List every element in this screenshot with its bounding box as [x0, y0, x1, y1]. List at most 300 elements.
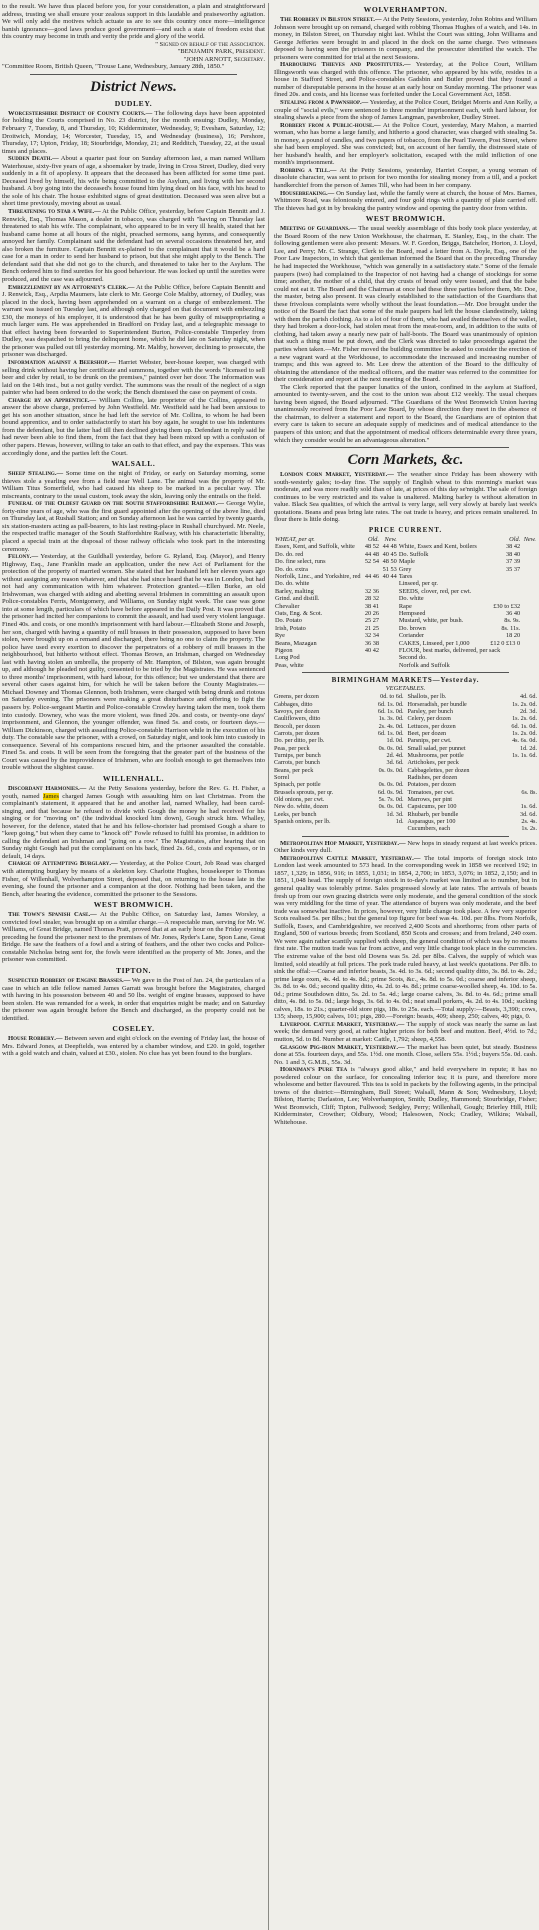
vegetable-row — [408, 745, 538, 752]
vegetable-row — [274, 693, 404, 700]
price-header-cell: New. — [523, 535, 536, 543]
price-header-cell: Old. — [509, 535, 521, 543]
paragraph-text: The weather since Friday has been showery with south-westerly gales; to-day fine. The supply of English wheat to this morning's market was moderate, and was more readily sold than of late, at prices of this day se'nnight. The sale of foreign continues to be very restricted and its value is unaltered. Malting barley is without alteration in value. Black Sea qualities, of which the arrival is very large, sell very slowly at barely last week's quotations. Beans and peas bring late rates. The oat trade is heavy, and prices remain unaltered. In flour there is little doing. — [274, 471, 538, 524]
vegetable-row — [274, 730, 404, 737]
price-header-cell: New. — [384, 535, 397, 543]
price-cell: 40 44 — [382, 572, 397, 580]
price-cell: Maple — [398, 558, 415, 566]
cattle-markets-section — [274, 840, 537, 1066]
paragraph-lead: Meeting of Guardians.— — [280, 225, 357, 233]
price-cell — [380, 603, 398, 610]
price-cell: Barley, malting — [275, 587, 314, 595]
price-cell: £30 to £32 — [493, 602, 521, 610]
vegetable-price: 1s. 1s. 6d. — [512, 751, 537, 759]
vegetable-row — [408, 789, 538, 796]
dudley-section — [2, 110, 265, 457]
tea-advertisement — [274, 1066, 537, 1126]
price-row — [274, 625, 537, 632]
vegetable-row — [408, 781, 538, 788]
news-paragraph — [2, 208, 265, 283]
vegetables-subtitle: VEGETABLES. — [385, 685, 426, 693]
vegetable-row — [274, 774, 404, 781]
paragraph-lead: House Robbery.— — [8, 1035, 63, 1043]
news-paragraph — [274, 99, 537, 122]
price-cell — [380, 617, 398, 624]
news-paragraph — [2, 553, 265, 772]
price-cell: Oats, Eng. & Scot. — [275, 609, 323, 617]
price-cell — [521, 632, 537, 639]
paragraph-lead: Funeral of the Oldest Guard on the South Staffordshire Railway.— — [8, 500, 224, 508]
news-paragraph — [274, 167, 537, 190]
price-row — [274, 595, 537, 602]
vegetable-name: Capsicums, per 100 — [407, 803, 457, 811]
walsall-section — [2, 470, 265, 772]
price-cell — [521, 588, 537, 595]
price-cell — [380, 580, 398, 587]
paragraph-text: At the Public Office, on Saturday last, James Worsley, a convicted fowl stealer, was brought up on a similar charge.—A respectable man, serving for Mr. W. Williams, of Great Bridge, named Thomas Pratt, proved that at an early hour on the Friday evening preceding he found the prisoner next to the premises of Mr. Jones, Ryder's Lane, Spon Lane, Great Bridge. He saw the feathers of a fowl and a string of feathers, and the other two cocks and Police-constable Nicholas being sent for, the fowls were identified as the property of Mr. Jones, and the prisoner was committed. — [2, 911, 265, 964]
price-cell: 38 42 — [506, 543, 521, 551]
price-row — [274, 573, 537, 580]
paragraph-lead: Glasgow Pig-iron Market, Yesterday.— — [280, 1043, 405, 1051]
price-cell: Norfolk and Suffolk — [398, 661, 450, 669]
price-cell: FLOUR, best marks, delivered, per sack — [398, 647, 501, 654]
vegetable-price: 1s. 2s. 0d. — [512, 729, 537, 737]
vegetable-name: Rhubarb, per bundle — [407, 810, 459, 818]
price-cell: 8s. 9s. — [504, 617, 521, 625]
walsall-heading: WALSALL. — [111, 459, 156, 469]
vegetable-price: 1s. 2s. 6d. — [512, 715, 537, 723]
vegetable-name: Beet, per dozen — [407, 729, 447, 737]
price-cell — [521, 647, 537, 654]
vegetable-price: 6d. 0s. 9d. — [377, 788, 404, 796]
price-cell: Linseed, per qr. — [398, 580, 438, 588]
paragraph-text: New hops in steady request at last week's prices. Other kinds very dull. — [274, 839, 537, 855]
vegetable-row — [274, 723, 404, 730]
price-cell: 20 26 — [364, 609, 379, 617]
paragraph-lead: Threatening to Stab a Wife.— — [8, 208, 101, 216]
vegetable-list-left — [274, 693, 404, 833]
paragraph-text: Between seven and eight o'clock on the evening of Friday last, the house of Mrs. Edward Jones, at Deepfields, was entered by a chamber window, and £20. in gold, together with a gold watch and chain, valued at £30., stolen. No clue has yet been found to the burglars. — [2, 1035, 265, 1058]
vegetable-price: 2d. 3d. — [519, 707, 537, 715]
vegetable-price: 1d. 3d. — [386, 810, 404, 818]
price-cell: Do. fine select, runs — [275, 558, 326, 566]
vegetable-row — [408, 803, 538, 810]
vegetable-price: 2s. 4s. 0d. — [378, 722, 404, 730]
vegetable-price: 2s. 4s. — [521, 818, 537, 826]
vegetable-name: Artichokes, per peck — [407, 759, 459, 767]
vegetable-price: 0s. 0s. 0d. — [378, 781, 404, 789]
news-paragraph — [2, 155, 265, 208]
price-cell: Pigeon — [275, 647, 293, 654]
price-cell — [362, 566, 380, 573]
vegetable-price: 6d. 1s. 0d. — [511, 722, 537, 730]
vegetable-row — [408, 723, 538, 730]
price-cell: Beans, Mazagan — [275, 639, 317, 647]
price-cell — [486, 595, 521, 602]
paragraph-lead: Housebreaking.— — [280, 189, 335, 197]
vegetable-price: 4d. 6d. — [519, 693, 537, 701]
highlighted-word: James — [42, 792, 59, 800]
price-cell: 44 48 — [382, 543, 397, 551]
paragraph-text: George Wylie, forty-nine years of age, who was the first guard appointed after the opening of the above line, died on Thursday last, at Rushall Station; and on Sunday afternoon last he was carried by twenty guards, six station-masters acting as pall-bearers, to his last resting-place in Rushall churchyard. Mr. Neele, the respected traffic manager of the South Staffordshire Railway, with his characteristic liberality, placed a special train at the disposal of those railway officials who took part in the interesting ceremony. — [2, 500, 266, 553]
vegetable-row — [274, 715, 404, 722]
price-cell — [521, 610, 537, 617]
paragraph-lead: Harbouring Thieves and Prostitutes.— — [280, 61, 411, 69]
news-paragraph — [274, 384, 537, 444]
price-cell: Essex, Kent, and Suffolk, white — [275, 543, 355, 551]
price-cell — [362, 654, 380, 661]
vegetable-price: 1s. 2s. 0d. — [512, 700, 537, 708]
paragraph-text: On Sunday last, while the family were at church, the house of Mrs. Barnes, Whitmore Road, was feloniously entered, and four gold rings with a quantity of plate carried off. The thieves had got in by breaking the pantry window and opening the pantry door from within. — [274, 189, 537, 212]
price-cell — [362, 662, 380, 669]
paragraph-text: At the Public Office, yesterday, before Captain Bennitt and J. Renwick, Esq., Thomas Mason, a dealer in tobacco, was charged with "having on Thursday last threatened to stab his wife. The complainant, who appeared to be in very ill health, stated that her husband came home at all hours of the night, preached sermons, sang hymns, and consequently annoyed her family. Complainant said the defendant had on several occasions threatened her, and also broken the furniture. Captain Bennitt ex-plained to the complainant that it would be a hard case for a man in order to send her husband to prison, but that she might apply to the Bench. The defendant said that she did not go to the church, and threatened to take her to the Asylum. The Bench ordered him to find sureties for his good behaviour. He was locked up until the sureties were produced, and the case was adjourned. — [2, 208, 265, 283]
vegetable-row — [274, 781, 404, 788]
vegetable-price: 1s. 6d. — [520, 803, 537, 811]
vegetable-name: Beans, per peck — [274, 766, 314, 774]
tea-ad-lead: Horniman's Pure Tea — [280, 1066, 348, 1074]
wolverhampton-heading: WOLVERHAMPTON. — [363, 5, 448, 14]
wolverhampton-section — [274, 16, 537, 212]
vegetable-row — [274, 701, 404, 708]
price-cell: 52 54 — [364, 558, 379, 566]
vegetable-price: 6d. 1s. 0d. — [377, 700, 404, 708]
divider — [302, 447, 509, 448]
coseley-heading: COSELEY. — [112, 1024, 155, 1034]
vegetable-name: Carrots, per dozen — [274, 729, 320, 737]
paragraph-text: Some time on the night of Friday, or early on Saturday morning, some thieves stole a yearling ewe from a field near Well Lane. The animal was the property of Mr. William Titus Somerfield, who had caused his sheep to be marked in a peculiar way. The miscreants, contrary to the usual custom, took away the skin, leaving only the entrails on the field. — [2, 470, 265, 500]
paragraph-text: The market has been quiet, but steady. Business done at 55s. fourteen days, and 55s. 1½d. one month. Close, sellers 55s. 1½d.; buyers 55s. 0d. cash. No. 1 and 3, G.M.B., 55s. 3d. — [274, 1043, 537, 1066]
vegetable-price: 1s. 2s. — [521, 825, 537, 833]
vegetable-name: Shallots, per lb. — [407, 693, 447, 701]
vegetable-list-right — [408, 693, 538, 833]
news-paragraph — [2, 977, 265, 1022]
price-cell: Do. do. extra — [275, 565, 308, 573]
paragraph-text: Yesterday, at the Police Court, Bridget Morris and Ann Kelly, a couple of "social evils," were sentenced to three months' imprisonment each, with hard labour, for stealing shawls a piece from the shop of James Langman, pawnbroker, Dudley Street. — [274, 99, 537, 122]
vegetable-name: New do. white, dozen — [274, 803, 329, 811]
vegetable-row — [408, 701, 538, 708]
vegetable-name: Spinach, per pottle — [274, 781, 321, 789]
paragraph-lead: Worcestershire District of County Courts.— — [8, 109, 153, 117]
price-cell: 18 20 — [506, 632, 521, 640]
vegetable-name: Asparagus, per 100 — [407, 818, 456, 826]
price-cell: Rye — [275, 632, 285, 640]
paragraph-lead: Felony.— — [8, 553, 39, 561]
price-cell: 51 53 — [382, 565, 397, 573]
vegetable-row — [408, 767, 538, 774]
vegetable-row — [408, 737, 538, 744]
news-paragraph — [274, 190, 537, 213]
signatures — [2, 48, 265, 63]
divider — [302, 836, 509, 837]
dudley-heading: DUDLEY. — [114, 98, 153, 108]
paragraph-text: We gave in the Post of Jan. 24, the particulars of a case in which an idle fellow named James Garratt was brought before the Magistrates, charged with having in his possession between 40 and 50 lbs. weight of engine brasses, supposed to have been stolen. He was remanded for a week, in order that enquiries might be made; and on Saturday the prisoner was again brought before the Bench and discharged, as the property could not be identified. — [2, 976, 265, 1022]
price-cell: Long Pod — [275, 654, 300, 662]
price-row — [274, 551, 537, 558]
price-cell — [380, 640, 398, 647]
vegetable-name: Cauliflowers, ditto — [274, 715, 321, 723]
paragraph-text: William Collins, late proprietor of the Collins, appeared to answer the above charge, preferred by John Westfield. Mr. Westfield said he had been anxious to get his son another situation, since he had left the service of Mr. Collins, to whom he had been bound apprentice, and to order satisfactorily to start his boy again, he sought to use his indentures from the defendant, but the latter had till then declined giving them up. Defendant in reply said he had never been able to find them, from the fact that they had been mixed up with a confusion of other papers. Hewas, however, willing to take an oath to that effect, and pay the expenses. This was accordingly done, and the parties left the Court. — [2, 396, 265, 457]
price-cell — [362, 580, 380, 587]
paragraph-text: At the Police Court, yesterday, Mary Mahon, a married woman, who has borne a large family, and hitherto a good character, was charged with stealing 5s. in money, a pound of candles, and two papers of tobacco, from the Pearl Tavern, Post Street, where she had been employed. She was convicted; but, on account of her family, the distressed state of her husband's health, and her employer's solicitation, escaped with the mild infliction of one month's imprisonment. — [274, 121, 538, 167]
price-cell — [521, 662, 537, 669]
paragraph-lead: Suspected Robbery of Engine Brasses.— — [8, 976, 131, 984]
news-paragraph — [274, 122, 537, 167]
price-cell — [380, 610, 398, 617]
paragraph-text-cont: charged James Gough with assaulting him on last Christmas. From the complainant's statement, it appeared that he and another lad, named Whalley, had been carol-singing, and that because he refused to divide with Gough the money he had received for his singing or for "moving on" (the individual knocked him down), Gough struck him. Whalley, however, for the defence, stated that he and his fellow-chorister had promised Gough a share to "keep going," but when they came to "knock off" Fowle refused to fulfil his promise, in addition to calling the defendant an Irishman and "going on a row." The Magistrates, after hearing that on Sunday night Gough had put the complainant on his back, fined 2s. 6d., costs and expenses, or in default, 14 days. — [2, 792, 265, 860]
vegetable-row — [408, 774, 538, 781]
vegetable-price: 0s. 0s. 0d. — [378, 744, 404, 752]
vegetable-price: 1d. 2d. — [519, 744, 537, 752]
vegetable-price: 3d. 6d. — [519, 810, 537, 818]
vegetable-price: 3d. 6d. — [386, 759, 404, 767]
west-bromwich-2-heading: WEST BROMWICH. — [365, 214, 446, 224]
price-cell — [521, 558, 537, 565]
price-row — [274, 610, 537, 617]
vegetable-name: Turnips, per bunch — [274, 751, 321, 759]
birmingham-markets-title: BIRMINGHAM MARKETS—Yesterday. — [331, 676, 480, 685]
price-header-cell: Old. — [367, 535, 379, 543]
tea-ad-text: is "always good alike," and held everywhere in repute; it has no powdered colour on the surface, for concealing inferior tea; it is pure, and therefore more wholesome and better flavoured. This tea is sold in packets by the following agents, in the principal towns of the district:—Birmingham, Bull Street; Walsall, Mann & Son; Wednesbury, Lloyd; Bilston, Harris; Darlaston, Lee; Wolverhampton, Smith; Dudley, Hammond; Stourbridge, Fisher; West Bromwich, Cliff; Tipton, Fullwood; Sedgley, Perry; Willenhall, Gough; Brierley Hill, Hill; Kidderminster, Crowther; Oldbury, Wood; Halesowen, Nock; Cradley, Wilkins; Walsall, Whitehouse. — [274, 1066, 537, 1126]
price-cell: White, Essex and Kent, boilers — [398, 543, 477, 551]
vegetable-name: Small salad, per punnet — [407, 744, 466, 752]
paragraph-text: About a quarter past four on Sunday afternoon last, a man named William Waterhouse, sixty-five years of age, a shoemaker by trade, living in Cross Street, Dudley, died very suddenly in a fit of apoplexy. It appears that the deceased has been afflicted for some time past. Deceased lived by himself, his wife being committed to the Asylum, and living with her second husband. A boy going into the deceased's house found him lying dead on his face, with his head to the sole of his chair. The house exhibited signs of great destitution. Deceased was seen alive but a short time previously, moving about as usual. — [2, 155, 265, 208]
price-cell: 40 42 — [364, 647, 379, 654]
vegetable-price: 0d. to 6d. — [380, 693, 404, 701]
price-header-row — [274, 536, 537, 543]
price-cell: Grey — [398, 565, 412, 573]
vegetable-price: 0s. 0s. 0d. — [378, 766, 404, 774]
news-paragraph — [2, 500, 265, 553]
vegetable-name: Old onions, per cwt. — [274, 796, 325, 804]
price-cell: 21 25 — [364, 624, 379, 632]
price-cell: Peas, white — [275, 661, 304, 669]
price-header-cell — [398, 536, 486, 543]
news-paragraph — [2, 359, 265, 397]
vegetable-name: Brussels sprouts, per qr. — [274, 788, 334, 796]
price-cell: 37 39 — [506, 558, 521, 566]
vegetable-row — [274, 789, 404, 796]
price-cell: SEEDS, clover, red, per cwt. — [398, 587, 472, 595]
price-cell: Hempseed — [398, 609, 426, 617]
price-cell — [521, 595, 537, 602]
price-cell: 44 46 — [364, 572, 379, 580]
paragraph-lead: Embezzlement by an Attorney's Clerk.— — [8, 283, 135, 291]
vegetable-name: Carrots, per bunch — [274, 759, 320, 767]
paragraph-text: The supply of stock was nearly the same as last week; the demand very good, at rather higher prices for both beef and mutton. Beef, 4½d. to 7d.; mutton, 5d. to 8d. Number at market: Cattle, 1,792; sheep, 4,558. — [274, 1020, 537, 1043]
price-cell: Rape — [398, 602, 412, 610]
price-row — [274, 662, 537, 669]
price-cell: £12 0 £13 0 — [490, 639, 521, 647]
price-cell — [521, 551, 537, 558]
vegetable-price: 6d. 1s. 0d. — [377, 707, 404, 715]
paragraph-lead: Discordant Harmonies.— — [8, 784, 87, 792]
price-cell: 38 40 — [506, 550, 521, 558]
vegetable-price: 2d. 4d. — [386, 751, 404, 759]
paragraph-text: At the Petty Sessions, yesterday, Harriet Cooper, a young woman of dissolute character, was sent to prison for two months for stealing money from a till, and a pocket handkerchief from the person of James Till, who had been in her company. — [274, 166, 538, 190]
vegetable-row — [408, 759, 538, 766]
left-column — [2, 3, 269, 1930]
tipton-heading: TIPTON. — [115, 965, 152, 975]
market-paragraph — [274, 1044, 537, 1067]
vegetable-row — [274, 803, 404, 810]
right-column — [274, 3, 537, 1930]
price-cell — [486, 573, 521, 580]
district-news-heading: District News. — [90, 78, 177, 95]
vegetable-name: Savoys, per dozen — [274, 707, 320, 715]
west-bromwich-section — [2, 911, 265, 964]
price-cell — [380, 632, 398, 639]
price-cell: 8s. 11s. — [501, 624, 521, 632]
paragraph-text: At the Petty Sessions, yesterday, John Robins and William Johnson were brought up on remand, charged with robbing Thomas Hughes of a watch, and 14s. in money, in Bilston Street, on Thursday night last. Whilst the Court was sitting, John Williams and George Jefferies were brought in and placed in the dock on the same charge. Two witnesses deposed to having seen the prisoners in company, and the prosecutor identified the watch. The prisoners were committed for trial at the next Sessions. — [274, 16, 537, 61]
news-paragraph — [2, 911, 265, 964]
paragraph-lead: Robbery from a Public-house.— — [280, 121, 381, 129]
paragraph-text: The following days have been appointed for holding the Courts comprised in No. 23 district, for the month ensuing: Dudley, Monday, February 7, Tuesday, 8, and Thursday, 10; Kidderminster, Wednesday, 9; Evesham, Saturday, 12; Droitwich, Monday, 14; Worcester, Tuesday, 15, and Wednesday (business), 16; Pershore, Thursday, 17; Upton, Friday, 18; Stourbridge, Monday, 21; and Redditch, Tuesday, 22, at the usual times and places. — [2, 109, 265, 155]
paragraph-text: The total imports of foreign stock into London last week amounted to 573 head. In the corresponding week in 1858 we received 192; in 1857, 1,329; in 1856, 916; in 1855, 1,031; in 1854, 2,700; in 1853, 3,076; in 1852, 2,150; and in 1851, 1,048 head. The supply of foreign stock in to-day's market was limited as to number, but in general quality was tolerably prime. Sales progressed slowly at late rates. The arrivals of beasts fresh up from our own grazing districts were only moderate, and the general condition of the stock was very middling for the time of year. The attendance of buyers was only moderate, and the beef trade was somewhat inactive. In prices, however, very little change took place. A few very superior Scots realised 5s. per 8lbs.; but the general top figure for beef was 4s. 10d. per 8lbs. From Norfolk, Suffolk, Essex, and Cambridgeshire, we received 2,400 Scots and shorthorns; from other parts of England, 500 of various breeds; from Scotland, 850 Scots and crosses; and from Ireland, 240 oxen. We were again rather scantily supplied with sheep, the general condition of which was by no means first rate. The mutton trade was far from active, and very little change took place in the currencies. The extreme value of the best old Downs was 5s. 2d. per 8lbs. Calves, the supply of which was limited, sold steadily at full prices. The pork trade ruled heavy, at last week's quotations. Per 8lb. to sink the offal:—Coarse and inferior beasts, 3s. 4d. to 3s. 6d.; second quality ditto, 3s. 8d. to 4s. 2d.; prime large oxen, 4s. 4d. to 4s. 8d.; prime Scots, &c., 4s. 8d. to 5s. 0d.; coarse and inferior sheep, 3s. 8d. to 4s. 0d.; second quality ditto, 4s. 2d. to 4s. 8d.; prime coarse-woolled sheep, 4s. 10d. to 5s. 0d.; prime Southdown ditto, 5s. 2d. to 5s. 4d.; large coarse calves, 3s. 8d. to 4s. 6d.; prime small ditto, 4s. 8d. to 5s. 0d.; large hogs, 3s. 6d. to 4s. 0d.; neat small porkers, 4s. 2d. to 4s. 10d.; sucking calves, 18s. to 21s.; quarter-old store pigs, 18s. to 25s. each.—Total supply:—Beasts, 3,390; cows, 135; sheep, 15,900; calves, 101; pigs, 280.—Foreign: beasts, 409; sheep, 250; calves, 40; pigs, 0. — [274, 854, 537, 1021]
vegetable-price: 5s. 7s. 0d. — [378, 796, 404, 804]
price-cell — [380, 588, 398, 595]
vegetable-name: Mushrooms, per pottle — [407, 751, 464, 759]
paragraph-lead: London Corn Market, Yesterday.— — [280, 471, 394, 479]
price-cell — [380, 625, 398, 632]
vegetable-price: 0s. 0s. 0d. — [378, 803, 404, 811]
vegetable-price: 1d. 0d. — [386, 737, 404, 745]
price-cell — [380, 647, 398, 654]
vegetable-name: Do. per ditto, per lb. — [274, 737, 325, 745]
price-cell: Tares — [398, 572, 413, 580]
price-cell: 36 40 — [506, 609, 521, 617]
divider — [302, 672, 509, 673]
paragraph-lead: The Robbery in Bilston Street.— — [280, 16, 382, 23]
price-row — [274, 632, 537, 639]
news-paragraph — [2, 397, 265, 457]
price-cell — [521, 580, 537, 587]
vegetable-name: Peas, per peck — [274, 744, 310, 752]
willenhall-section — [2, 785, 265, 898]
news-paragraph — [274, 16, 537, 61]
paragraph-text: The usual weekly assemblage of this body took place yesterday, at the Board Room of the new Union Workhouse, the chairman, E. Stanley, Esq., in the chair. The following gentlemen were also present: Messrs. W. F. Gordon, Briggs, Batchelor, Horton, J. Lloyd, Lee, and Perry; Mr. C. Strange, Clerk to the Board, read a letter from A. Doyle, Esq., one of the Poor Law Inspectors, in which that gentleman informed the Board that on the preceding Thursday he had inspected the Workhouse, "which was generally in a satisfactory state." Some of the female paupers (two) had complained to the Inspector of not having had a change of stockings for some time; another, the mother of a child, that dry crusts of bread only were issued, and that the babe could not eat it. The Board and the Chairman at once had these three parties before them, Mr. Doe, the master, being also present. It was clearly established to the satisfaction of the Guardians that these frivolous complaints were wholly without the least foundation.—Mr. Doe brought under the notice of the Board the fact that some of the male paupers had left the house clandestinely, taking with them the parish clothing. As to a lot of four of them, who had availed themselves of the wallet, they had broken a door-lock, had stolen meat from the meat-room, and, in addition to the suits of clothing, had taken away a nearly new pair of half-boots. The Board was unanimously of opinion that such a thing must be put down, and the Clerk was directed to take proceedings against the parties when taken.—Mr. Fisher moved the building committee be asked to consider the erection of a new vagrant ward at the Workhouse, to accommodate the increased and increasing number of tramps; and this was agreed to. Mr. Lee drew the attention of the Board to the difficulty of obtaining the attendance of the medical officers, and the matter was referred to the committee for their consideration and report at the next meeting of the Board. — [274, 225, 537, 384]
price-row — [274, 558, 537, 565]
vegetable-row — [408, 752, 538, 759]
price-cell: 32 36 — [364, 587, 379, 595]
vegetable-price: 6s. 8s. — [521, 788, 537, 796]
coseley-section — [2, 1035, 265, 1058]
price-cell — [486, 662, 521, 669]
paragraph-text: Harriet Webster, beer-house keeper, was charged with selling drink without having her certificate and summons, together with the words "licensed to sell beer and cider by retail, to be drunk on the premises," painted over her door. The information was laid on the 14th inst., but a not guilty verdict. The summons was the result of the neglect of a sign painter who had been ordered to do the work; the Bench dismissed the case on payment of costs. — [2, 358, 265, 397]
price-row — [274, 654, 537, 661]
vegetable-row — [408, 825, 538, 832]
price-current-title: PRICE CURRENT. — [368, 525, 443, 534]
price-row — [274, 603, 537, 610]
price-cell — [521, 625, 537, 632]
vegetable-name: Parsley, per bunch — [407, 707, 453, 715]
vegetable-row — [274, 811, 404, 818]
price-cell — [380, 654, 398, 661]
price-cell — [486, 654, 521, 661]
west-bromwich-heading: WEST BROMWICH. — [93, 900, 174, 910]
news-paragraph — [2, 785, 265, 860]
guardians-section — [274, 225, 537, 444]
news-paragraph — [274, 61, 537, 99]
price-cell — [380, 662, 398, 669]
vegetable-name: Cabbages, ditto — [274, 700, 313, 708]
paragraph-lead: Robbing a Till.— — [280, 166, 337, 174]
price-cell: Do. Potato — [275, 617, 302, 625]
price-cell: 36 38 — [364, 639, 379, 647]
paragraph-lead: Liverpool Cattle Market, Yesterday.— — [280, 1020, 405, 1028]
paragraph-text: At the Petty Sessions yesterday, before the Rev. G. H. Fisher, a youth, named — [2, 784, 265, 800]
price-cell: 32 34 — [364, 632, 379, 640]
price-row — [274, 617, 537, 624]
paragraph-lead: Charge by an Apprentice.— — [8, 396, 97, 404]
signature-line: "BENJAMIN PARK, President. — [177, 48, 265, 56]
price-cell: Do. white — [398, 595, 424, 603]
price-cell — [380, 595, 398, 602]
vegetable-name: Parsnips, per cwt. — [407, 737, 452, 745]
price-cell — [486, 580, 521, 587]
vegetable-price: 1s. 3s. 0d. — [378, 715, 404, 723]
price-current-table — [274, 536, 537, 669]
price-row — [274, 580, 537, 587]
price-row — [274, 543, 537, 550]
vegetable-name: Radishes, per dozen — [407, 774, 458, 781]
paragraph-text: At the Public Office, before Captain Bennitt and J. Renwick, Esq., Arpdia Maumers, late clerk to Mr. George Cole Maltby, attorney, of Dudley, was placed in the dock, having been apprehended on a warrant on a charge of embezzlement. The warrant was issued on Tuesday last, and although only charged on that document with embezzling £30, the moneys of his employer, it is understood that he has been guilty of misappropriating a much larger sum. He was apprehended in Bradford on Friday last, and a telegraphic message to that effect having been forwarded to Superintendent Burton, Police-constable Timperley from Dudley, was despatched to bring the delinquent home, which he did late on Saturday night, when the prisoner was pulled out till yesterday morning. Mr. Maltby, however, declining to prosecute, the prisoner was discharged. — [2, 283, 265, 359]
price-cell — [521, 654, 537, 661]
vegetable-name: Horseradish, per bundle — [407, 700, 467, 708]
news-paragraph — [2, 110, 265, 155]
tipton-section — [2, 977, 265, 1022]
vegetable-row — [408, 818, 538, 825]
news-paragraph — [2, 860, 265, 898]
price-cell — [521, 640, 537, 647]
price-row — [274, 588, 537, 595]
market-paragraph — [274, 840, 537, 855]
address-paragraph: to the result. We have thus placed before you, for your consideration, a plain and straightforward address, trusting we shall ensure your zealous support in this laudable and praiseworthy agitation. We will only add the motives which actuate us are to see this country once more—intelligence banish ignorance—good laws produce good government—and such a state of freedom exist that this country may become in truth and verity the pride and glory of the world. — [2, 3, 265, 41]
market-paragraph — [274, 471, 537, 524]
price-cell — [486, 588, 521, 595]
vegetable-name: Greens, per dozen — [274, 693, 319, 701]
paragraph-lead: Metropolitan Cattle Market, Yesterday.— — [280, 854, 421, 862]
price-row — [274, 647, 537, 654]
price-cell: Irish, Potato — [275, 624, 306, 632]
vegetable-row — [274, 737, 404, 744]
price-cell: Second do. — [398, 654, 427, 662]
price-cell — [521, 603, 537, 610]
price-cell: Do. do. white — [275, 580, 310, 588]
vegetable-name: Sorrel — [274, 774, 290, 781]
paragraph-lead: Metropolitan Hop Market, Yesterday.— — [280, 839, 406, 847]
price-cell: Do. Suffolk — [398, 550, 429, 558]
vegetable-name: Spanish onions, per lb. — [274, 818, 331, 826]
price-cell: CAKES, Linseed, per 1,000 — [398, 639, 470, 647]
price-cell: Chevalier — [275, 602, 300, 610]
price-cell: Grind. and distill. — [275, 595, 320, 603]
vegetable-row — [408, 796, 538, 803]
vegetable-name: Potatoes, per dozen — [407, 781, 456, 789]
price-cell: Do. do. red — [275, 550, 304, 558]
willenhall-heading: WILLENHALL. — [102, 773, 165, 783]
vegetable-name: Cabbagelettes, per dozen — [407, 766, 470, 774]
vegetable-row — [274, 818, 404, 825]
divider — [30, 74, 237, 75]
price-cell: Norfolk, Linc., and Yorkshire, red — [275, 572, 361, 580]
paragraph-lead: Sudden Death.— — [8, 155, 59, 163]
london-corn-section — [274, 471, 537, 524]
price-cell: 38 41 — [364, 602, 379, 610]
vegetable-row — [274, 767, 404, 774]
vegetable-row — [274, 796, 404, 803]
vegetable-row — [408, 715, 538, 722]
price-cell: 40 45 — [382, 550, 397, 558]
